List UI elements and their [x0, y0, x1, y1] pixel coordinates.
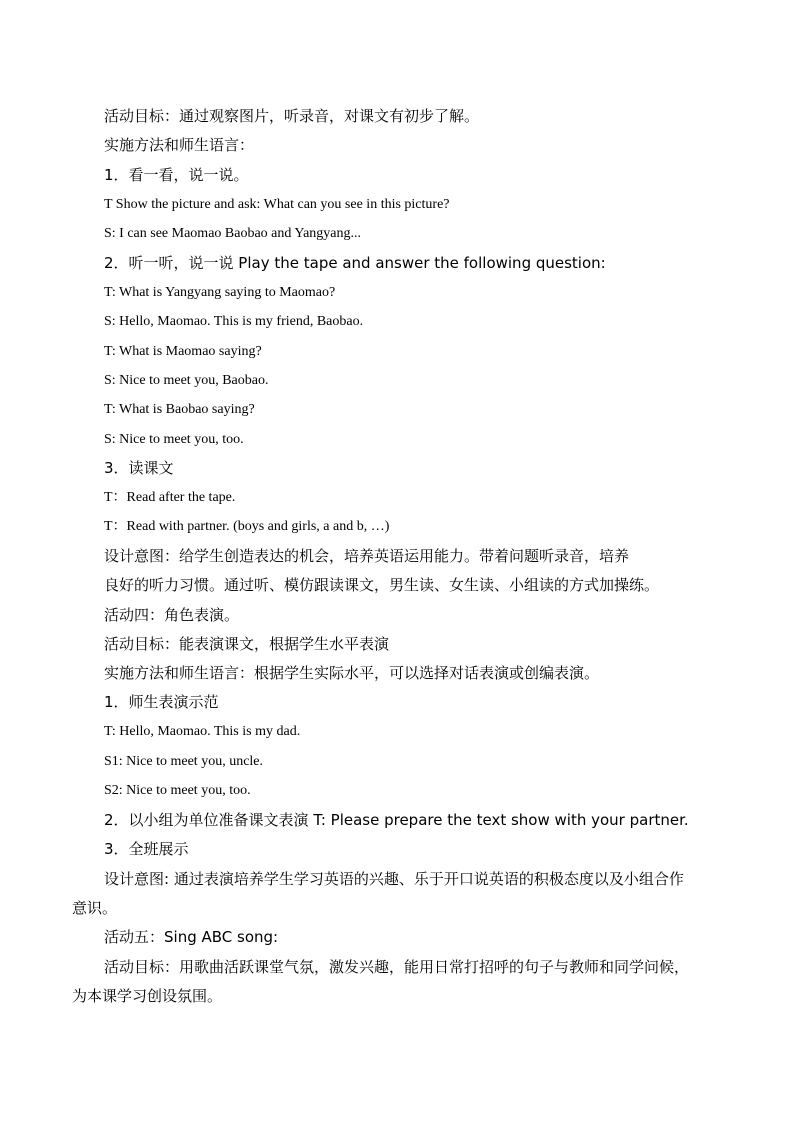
dialogue-line: T: What is Yangyang saying to Maomao?: [104, 285, 336, 300]
step-2-heading: 2．以小组为单位准备课文表演 T: Please prepare the text show with your partner.: [104, 811, 689, 829]
dialogue-line: T: What is Baobao saying?: [104, 402, 255, 417]
step-1-heading: 1．师生表演示范: [104, 693, 219, 711]
step-2-heading: 2．听一听，说一说 Play the tape and answer the following question:: [104, 254, 606, 272]
activity-goal-line: 活动目标：通过观察图片，听录音，对课文有初步了解。: [104, 107, 480, 125]
dialogue-line: S1: Nice to meet you, uncle.: [104, 754, 264, 769]
method-line: 实施方法和师生语言：根据学生实际水平，可以选择对话表演或创编表演。: [104, 664, 600, 682]
method-heading: 实施方法和师生语言：: [104, 136, 255, 154]
dialogue-line: T：Read with partner. (boys and girls, a and b, …): [104, 519, 390, 534]
step-3-heading: 3．读课文: [104, 459, 174, 477]
activity-goal-line: 活动目标：能表演课文，根据学生水平表演: [104, 635, 390, 653]
dialogue-line: T：Read after the tape.: [104, 490, 236, 505]
activity-goal-line: 活动目标：用歌曲活跃课堂气氛，激发兴趣，能用日常打招呼的句子与教师和同学问候，: [104, 958, 690, 976]
step-3-heading: 3．全班展示: [104, 840, 189, 858]
activity-4-heading: 活动四：角色表演。: [104, 606, 240, 624]
design-intent-line: 良好的听力习惯。通过听、模仿跟读课文，男生读、女生读、小组读的方式加操练。: [104, 576, 660, 594]
dialogue-line: T: What is Maomao saying?: [104, 344, 262, 359]
design-intent-line: 设计意图: 通过表演培养学生学习英语的兴趣、乐于开口说英语的积极态度以及小组合作: [104, 870, 684, 888]
dialogue-line: S: I can see Maomao Baobao and Yangyang...: [104, 226, 362, 241]
dialogue-line: S: Hello, Maomao. This is my friend, Baobao.: [104, 314, 364, 329]
dialogue-line: S: Nice to meet you, too.: [104, 432, 244, 447]
dialogue-line: S2: Nice to meet you, too.: [104, 783, 251, 798]
dialogue-line: S: Nice to meet you, Baobao.: [104, 373, 269, 388]
design-intent-line: 意识。: [72, 899, 118, 917]
dialogue-line: T: Hello, Maomao. This is my dad.: [104, 724, 301, 739]
activity-5-heading: 活动五：Sing ABC song:: [104, 928, 279, 946]
activity-goal-line: 为本课学习创设氛围。: [72, 987, 223, 1005]
dialogue-line: T Show the picture and ask: What can you see in this picture?: [104, 197, 450, 212]
step-1-heading: 1．看一看，说一说。: [104, 166, 249, 184]
design-intent-line: 设计意图：给学生创造表达的机会，培养英语运用能力。带着问题听录音，培养: [104, 547, 630, 565]
